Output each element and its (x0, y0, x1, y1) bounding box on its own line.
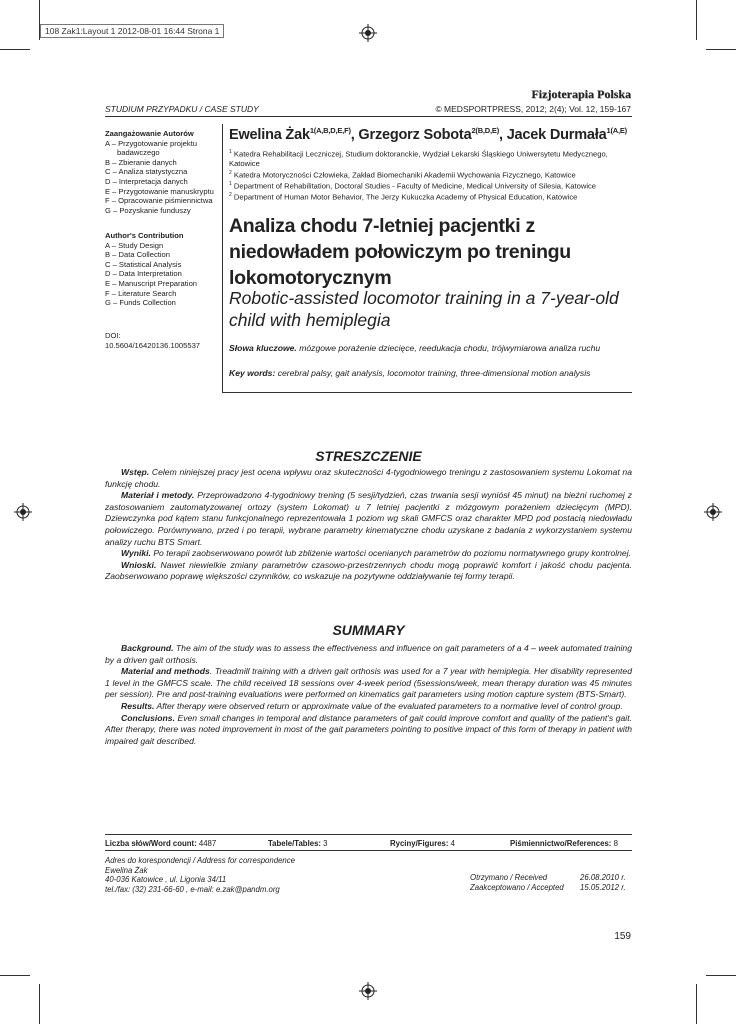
article-title-pl: Analiza chodu 7-letniej pacjentki z niedowładem połowiczym po treningu lokomotorycznym (229, 215, 571, 289)
author-sup: 1(A,B,D,E,F) (309, 126, 351, 135)
stats-rule-bottom (105, 850, 632, 851)
abstract-paragraph (105, 490, 632, 548)
affiliation (229, 148, 632, 169)
paragraph-label: Material and methods (121, 666, 210, 677)
affiliation-sup: 1 (229, 149, 232, 155)
sidebar-contribution-pl (105, 129, 217, 215)
list-item: A – Przygotowanie projektu (105, 138, 198, 148)
abstract-paragraph (105, 548, 632, 560)
dates-values (580, 873, 626, 892)
paragraph-text: The aim of the study was to assess the effectiveness and influence on gait parameters of a 4 – week automated training by a driven gait orthosis. (105, 643, 632, 665)
correspondence-line: tel./fax: (32) 231-66-60 , e-mail: e.zak@pandm.org (105, 884, 280, 894)
affiliation-text: Department of Human Motor Behavior, The Jerzy Kukuczka Academy of Physical Education, Katowice (233, 192, 578, 202)
abstract-paragraph (105, 701, 632, 713)
received-label: Otrzymano / Received (470, 873, 548, 882)
keywords-en (229, 368, 632, 380)
affiliation (229, 180, 632, 191)
dates-labels (470, 873, 564, 892)
paragraph-label: Conclusions. (121, 712, 175, 723)
citation: © MEDSPORTPRESS, 2012; 2(4); Vol. 12, 159-167 (435, 104, 631, 114)
page-number: 159 (614, 931, 631, 942)
doi-block (105, 331, 217, 350)
list-item: C – Analiza statystyczna (105, 167, 188, 177)
crop-mark-tr-v (696, 0, 697, 40)
article-title-en: Robotic-assisted locomotor training in a 7-year-old child with hemiplegia (229, 288, 619, 330)
affiliation (229, 191, 632, 202)
crop-mark-tl-h (0, 49, 30, 50)
registration-mark-icon (14, 503, 32, 521)
list-item: E – Manuscript Preparation (105, 278, 198, 288)
list-item: D – Interpretacja danych (105, 176, 188, 186)
affiliation (229, 169, 632, 180)
paragraph-text: After therapy were observed return or approximate value of the evaluated parameters to a normative level of control group. (154, 700, 623, 711)
abstract-paragraph (105, 467, 632, 490)
column-divider (222, 124, 223, 392)
stat-value: 4487 (196, 839, 217, 848)
stat-label: Liczba słów/Word count: (105, 839, 197, 848)
paragraph-label: Background. (121, 643, 174, 653)
stat-label: Ryciny/Figures: (390, 839, 449, 848)
affiliation-sup: 2 (229, 191, 232, 198)
accepted-label: Zaakceptowano / Accepted (470, 882, 564, 892)
doi-value: 10.5604/16420136.1005537 (105, 340, 201, 350)
keywords-label-pl: Słowa kluczowe. (229, 343, 297, 353)
stats-rule-top (105, 834, 632, 835)
accepted-date: 15.05.2012 r. (580, 882, 626, 892)
stat-label: Tabele/Tables: (268, 839, 322, 848)
author-list (229, 126, 627, 143)
stat-word-count (105, 839, 216, 848)
list-item: C – Statistical Analysis (105, 259, 182, 269)
paragraph-label: Results. (121, 700, 155, 711)
abstract-paragraph (105, 713, 632, 748)
author-name: Jacek Durmała (506, 126, 607, 143)
correspondence-line: 40-036 Katowice , ul. Ligonia 34/11 (105, 875, 227, 885)
crop-mark-bl-v (39, 984, 40, 1024)
received-date: 26.08.2010 r. (580, 873, 626, 882)
list-item: B – Zbieranie danych (105, 157, 177, 167)
keywords-text-en: cerebral palsy, gait analysis, locomotor training, three-dimensional motion analysis (275, 368, 591, 378)
paragraph-label: Wnioski. (121, 559, 157, 570)
stat-tables (268, 839, 328, 848)
paragraph-text: Nawet niewielkie zmiany parametrów czasowo-przestrzennych chodu mogą poprawić komfort i jakość chodu pacjenta. Zaobserwowano poprawę większości czynników, co wskazuje na pozytywne oddziaływanie tej formy terapii. (105, 559, 632, 582)
list-item: F – Opracowanie piśmiennictwa (105, 196, 213, 206)
correspondence-line: Adres do korespondencji / Address for correspondence (105, 856, 295, 865)
list-item: G – Pozyskanie funduszy (105, 205, 191, 215)
author-separator: , (499, 126, 507, 143)
section-heading-summary: SUMMARY (332, 622, 405, 638)
author-name: Grzegorz Sobota (358, 126, 472, 143)
abstract-en (105, 643, 632, 747)
stat-references (510, 839, 618, 848)
doi-label: DOI: (105, 331, 121, 340)
crop-mark-tl-v (39, 0, 40, 40)
author-sup: 2(B,D,E) (471, 126, 500, 135)
affiliation-text: Katedra Motoryczności Człowieka, Zakład Biomechaniki Akademii Wychowania Fizycznego, Katowice (233, 170, 576, 180)
abstract-pl (105, 467, 632, 583)
registration-mark-icon (704, 503, 722, 521)
section-heading-streszczenie: STRESZCZENIE (315, 448, 422, 464)
section-label: STUDIUM PRZYPADKU / CASE STUDY (105, 104, 259, 114)
printer-slug: 108 Zak1:Layout 1 2012-08-01 16:44 Strona 1 (40, 24, 224, 38)
registration-mark-icon (359, 982, 377, 1000)
stat-value: 3 (321, 839, 328, 848)
paragraph-text: Przeprowadzono 4-tygodniowy trening (5 sesji/tydzień, czas trwania sesji wyniósł 45 minut) na bieżni ruchomej z zastosowaniem zautomatyzowanej ortozy (system Lokomat) u 7 letniej pacjentki z mózgowym porażeniem dziecięcym (MPD). Dziewczynka pod kątem stanu funkcjonalnego reprezentowała 1 poziom wg skali GMFCS oraz charakter MPD pod postacią niedowładu połowiczego. Porównywano, przed i po terapii, wybrane parametry kinematyczne chodu uzyskane z badania z wykorzystaniem systemu analizy ruchu BTS Smart. (105, 490, 632, 547)
stat-figures (390, 839, 455, 848)
crop-mark-tr-h (706, 49, 736, 50)
sidebar-heading-pl: Zaangażowanie Autorów (105, 129, 194, 138)
paragraph-text: Even small changes in temporal and distance parameters of gait could improve comfort and quality of the patient's gait. After therapy, there was noted improvement in most of the gait parameters pointing to positive impact of this form of therapy in patient with impaired gait described. (105, 712, 632, 746)
crop-mark-bl-h (0, 975, 30, 976)
list-item: E – Przygotowanie manuskryptu (105, 186, 214, 196)
stat-value: 8 (611, 839, 618, 848)
header-rule (105, 116, 632, 117)
correspondence (105, 856, 295, 894)
affiliation-sup: 1 (229, 180, 232, 187)
crop-mark-br-v (696, 984, 697, 1024)
affiliations (229, 148, 632, 202)
paragraph-text: Celem niniejszej pracy jest ocena wpływu oraz skuteczności 4-tygodniowego treningu z zastosowaniem systemu Lokomat na funkcję chodu. (105, 467, 632, 489)
crop-mark-br-h (706, 975, 736, 976)
list-item: F – Literature Search (105, 288, 177, 298)
registration-mark-icon (359, 24, 377, 42)
keywords-rule (222, 392, 632, 393)
affiliation-text: Department of Rehabilitation, Doctoral Studies - Faculty of Medicine, Medical University of Silesia, Katowice (233, 181, 597, 191)
paragraph-label: Wyniki. (121, 548, 151, 559)
list-item: A – Study Design (105, 240, 164, 250)
list-item: B – Data Collection (105, 250, 171, 260)
keywords-label-en: Key words: (229, 368, 276, 378)
author-sup: 1(A,E) (606, 126, 627, 135)
abstract-paragraph (105, 666, 632, 701)
paragraph-label: Wstęp. (121, 467, 150, 477)
sidebar-contribution-en (105, 231, 217, 308)
author-name: Ewelina Żak (229, 126, 310, 143)
correspondence-line: Ewelina Żak (105, 865, 148, 875)
keywords-pl (229, 343, 632, 355)
abstract-paragraph (105, 643, 632, 666)
affiliation-sup: 2 (229, 169, 232, 176)
author-separator: , (350, 126, 359, 143)
list-item: G – Funds Collection (105, 298, 176, 308)
stat-value: 4 (448, 839, 456, 848)
list-item: badawczego (117, 148, 160, 158)
affiliation-text: Katedra Rehabilitacji Leczniczej, Studium doktoranckie, Wydział Lekarski Śląskiego Uniwersytetu Medycznego, Katowice (229, 149, 608, 169)
stat-label: Piśmiennictwo/References: (510, 839, 612, 848)
paragraph-label: Materiał i metody. (121, 490, 195, 501)
journal-name: Fizjoterapia Polska (531, 87, 631, 101)
paragraph-text: . Treadmill training with a driven gait orthosis was used for a 7 year with hemiplegia. Her disability represented 1 level in the GMFCS scale. The child received 18 sessions over 4-week period (5sessions/week, mean therapy duration was 45 minutes per session). Pre and post-training evaluations were performed on kinematics gait parameters using motion capture system (BTS-Smart). (105, 666, 632, 700)
abstract-paragraph (105, 560, 632, 583)
keywords-text-pl: mózgowe porażenie dziecięce, reedukacja chodu, trójwymiarowa analiza ruchu (296, 343, 601, 353)
paragraph-text: Po terapii zaobserwowano powrót lub zbliżenie wartości ocenianych parametrów do poziomu normatywnego grupy kontrolnej. (150, 548, 632, 559)
sidebar-heading-en: Author's Contribution (105, 231, 184, 240)
list-item: D – Data Interpretation (105, 269, 182, 279)
